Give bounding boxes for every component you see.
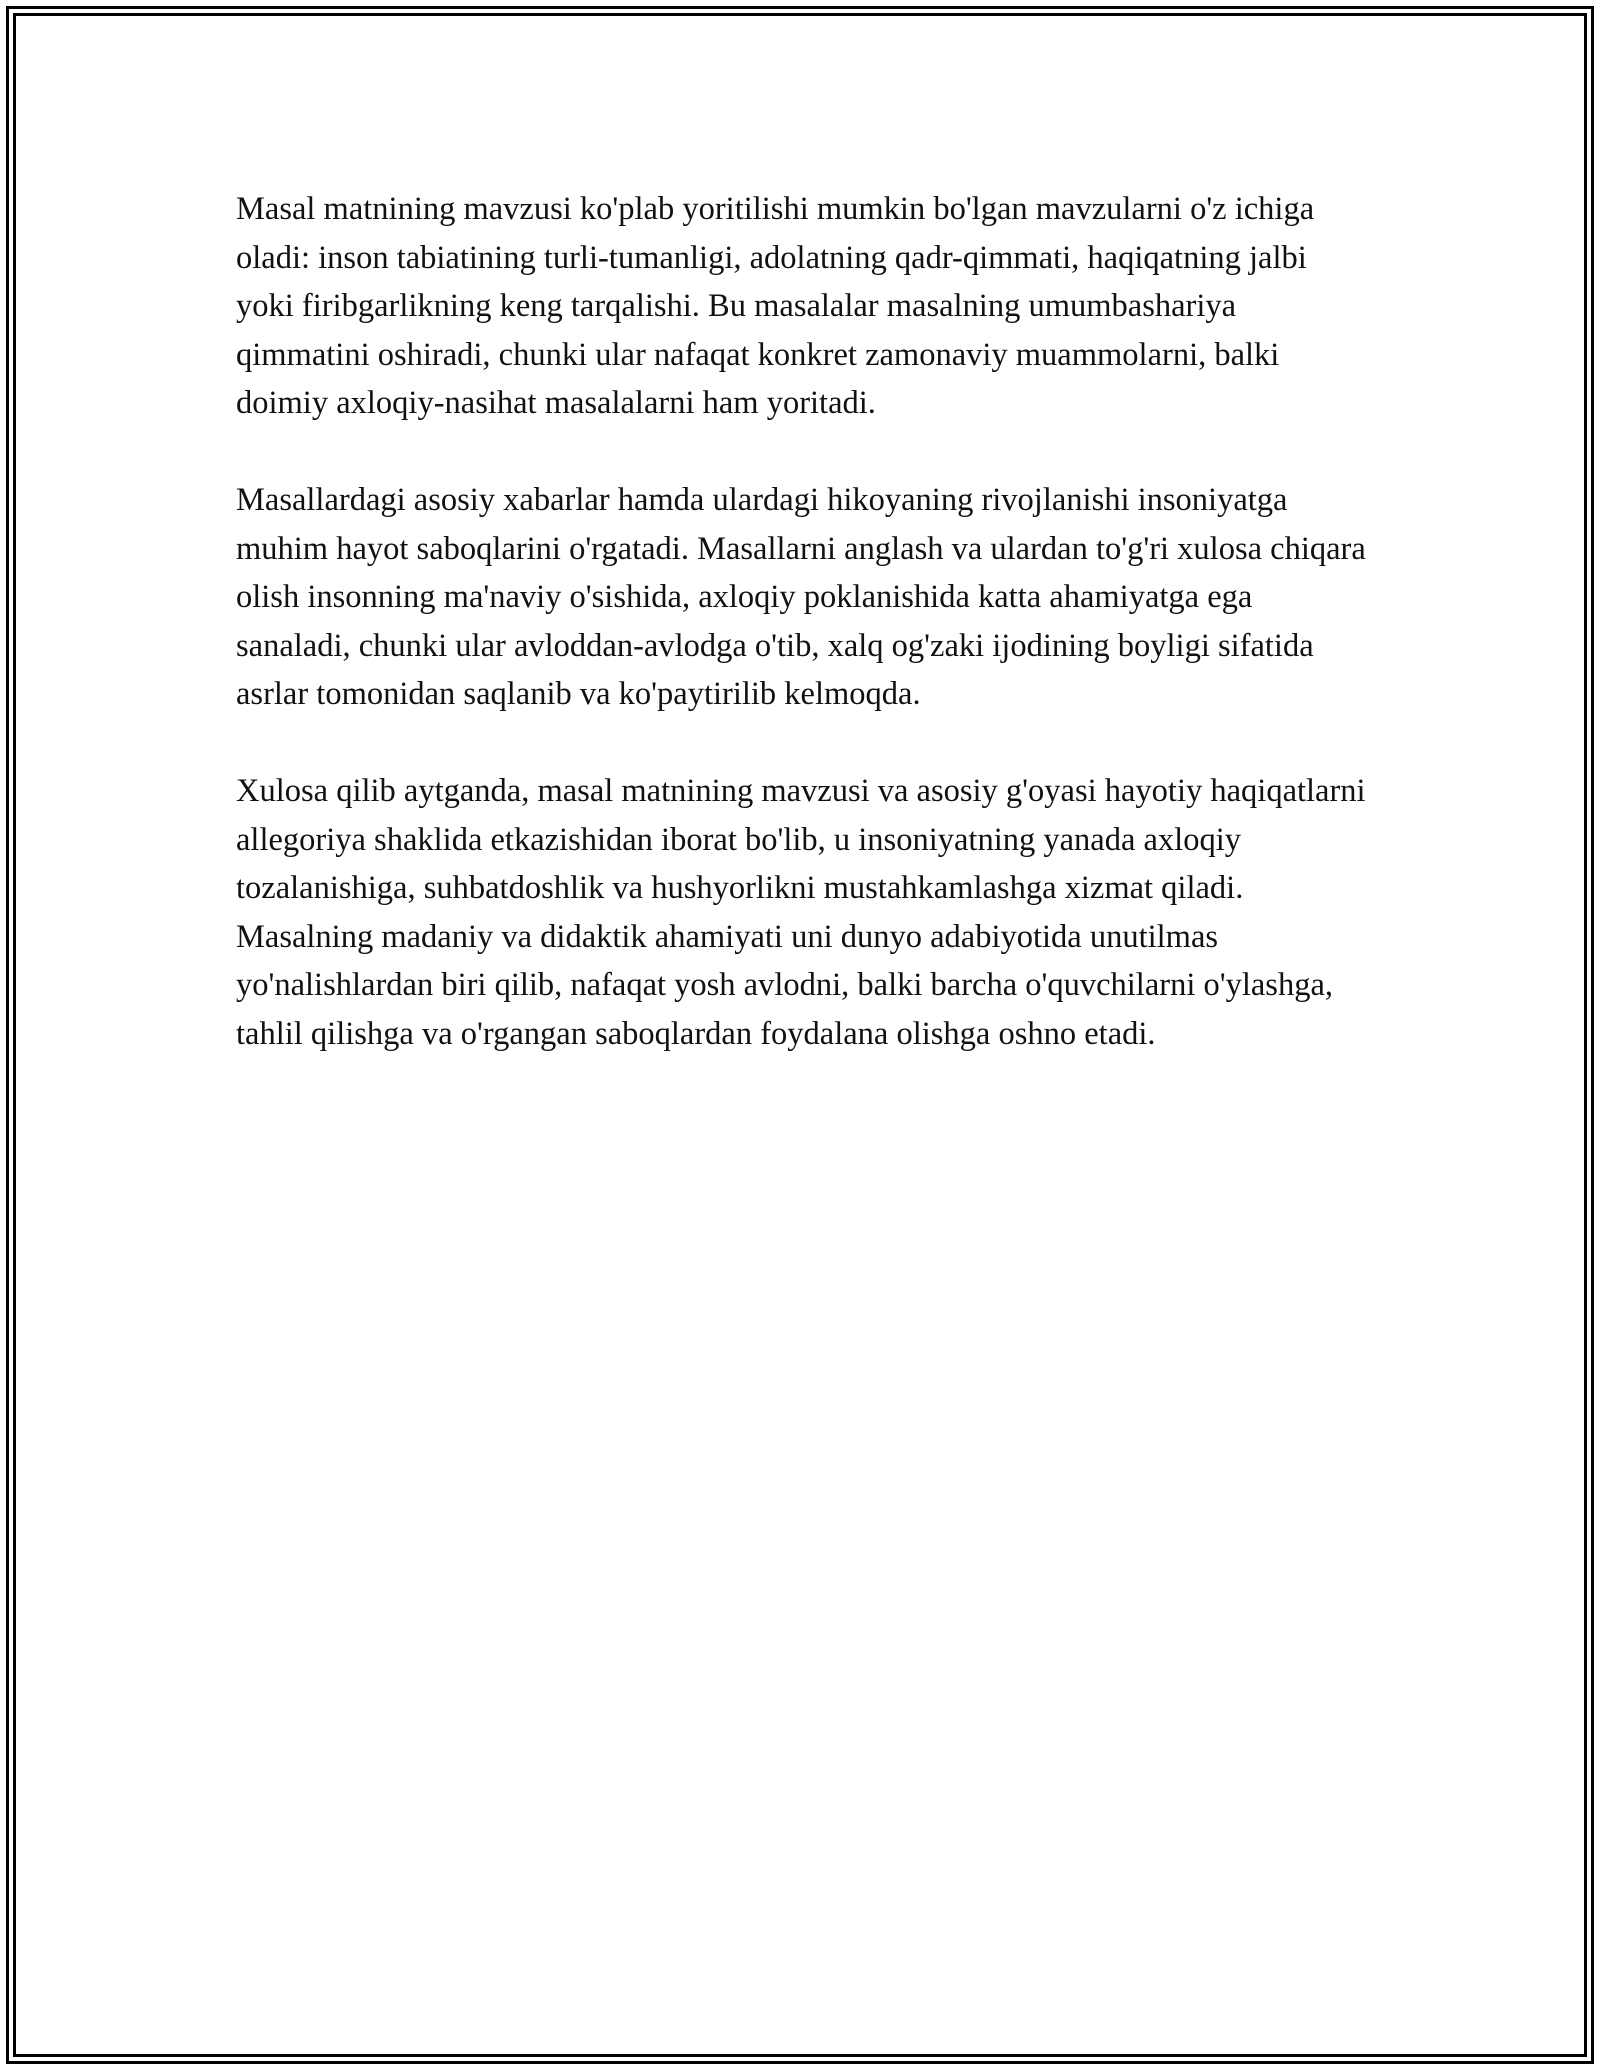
document-body <box>236 185 1366 1107</box>
paragraph-3: Xulosa qilib aytganda, masal matnining mavzusi va asosiy g'oyasi hayotiy haqiqatlarni allegoriya shaklida etkazishidan iborat bo'lib, u insoniyatning yanada axloqiy tozalanishiga, suhbatdoshlik va hushyorlikni mustahkamlashga xizmat qiladi. Masalning madaniy va didaktik ahamiyati uni dunyo adabiyotida unutilmas yo'nalishlardan biri qilib, nafaqat yosh avlodni, balki barcha o'quvchilarni o'ylashga, tahlil qilishga va o'rgangan saboqlardan foydalana olishga oshno etadi. <box>236 773 1366 1052</box>
paragraph-2: Masallardagi asosiy xabarlar hamda ulardagi hikoyaning rivojlanishi insoniyatga muhim hayot saboqlarini o'rgatadi. Masallarni anglash va ulardan to'g'ri xulosa chiqara olish insonning ma'naviy o'sishida, axloqiy poklanishida katta ahamiyatga ega sanaladi, chunki ular avloddan-avlodga o'tib, xalq og'zaki ijodining boyligi sifatida asrlar tomonidan saqlanib va ko'paytirilib kelmoqda. <box>236 482 1366 712</box>
paragraph-1: Masal matnining mavzusi ko'plab yoritilishi mumkin bo'lgan mavzularni o'z ichiga oladi: inson tabiatining turli-tumanligi, adolatning qadr-qimmati, haqiqatning jalbi yoki firibgarlikning keng tarqalishi. Bu masalalar masalning umumbashariya qimmatini oshiradi, chunki ular nafaqat konkret zamonaviy muammolarni, balki doimiy axloqiy-nasihat masalalarni ham yoritadi. <box>236 191 1315 421</box>
